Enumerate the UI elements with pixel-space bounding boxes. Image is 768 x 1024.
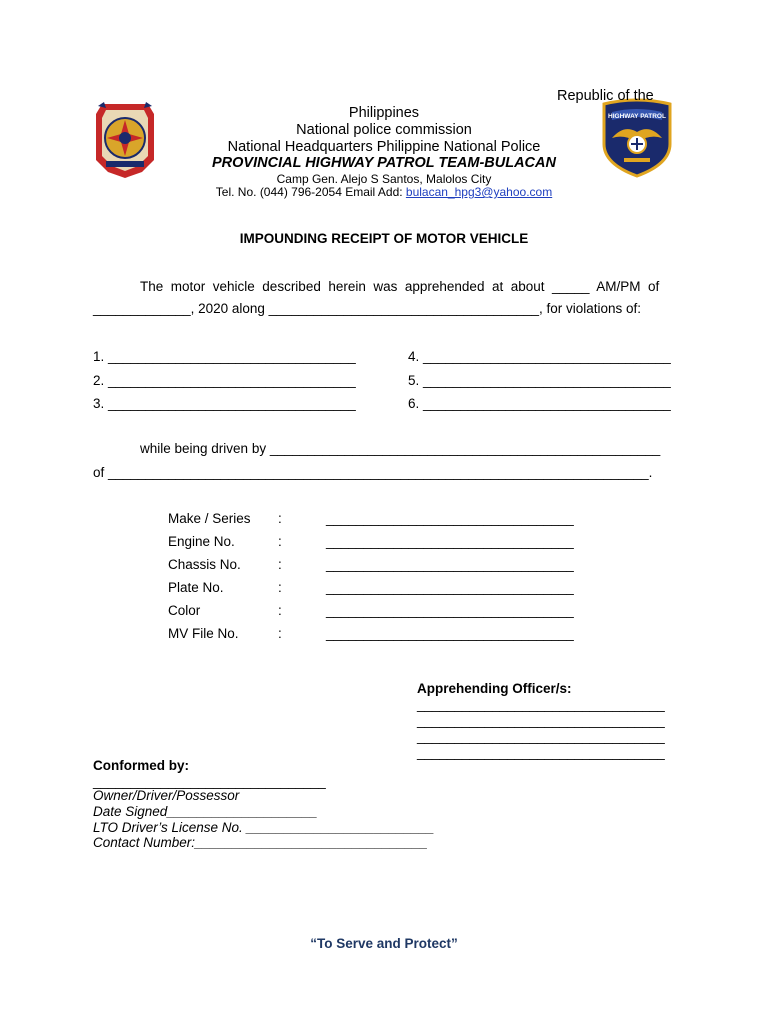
field-blank: _________________________________ [326,511,574,526]
field-blank: _________________________________ [326,557,574,572]
owner-label: Owner/Driver/Possessor [93,788,240,803]
motto: “To Serve and Protect” [310,936,458,951]
contact-number-line: Contact Number:_______________________________ [93,835,428,850]
field-blank: _________________________________ [326,534,574,549]
country-line: Philippines [348,105,420,121]
headquarters-line: National Headquarters Philippine National Police [227,139,541,155]
field-colon: : [278,511,282,526]
field-blank: _________________________________ [326,603,574,618]
hpg-logo [600,98,674,178]
unit-name: PROVINCIAL HIGHWAY PATROL TEAM-BULACAN [212,155,556,171]
hpg-shield-icon [600,98,674,178]
field-label: Make / Series [168,511,251,526]
license-line: LTO Driver’s License No. _________________________ [93,820,435,835]
date-signed: Date Signed____________________ [93,804,318,819]
svg-text:HIGHWAY PATROL: HIGHWAY PATROL [608,113,666,120]
field-blank: _________________________________ [326,580,574,595]
violation-1: 1. _________________________________ [93,349,356,364]
violation-3: 3. _________________________________ [93,396,356,411]
republic-line: Republic of the [557,88,654,104]
field-label: MV File No. [168,626,239,641]
document-title: IMPOUNDING RECEIPT OF MOTOR VEHICLE [239,231,529,246]
field-label: Engine No. [168,534,235,549]
email-link[interactable]: bulacan_hpg3@yahoo.com [405,185,553,199]
officers-label: Apprehending Officer/s: [417,681,572,696]
field-label: Color [168,603,201,618]
officer-line-3: _________________________________ [417,729,665,744]
pnp-logo [92,98,158,180]
violation-6: 6. _________________________________ [408,396,671,411]
conformed-label: Conformed by: [93,758,189,773]
body-line-1: The motor vehicle described herein was apprehended at about _____ AM/PM of [140,279,660,294]
pnp-seal-icon [92,98,158,180]
body-line-2: _____________, 2020 along ____________________________________, for violations of: [93,301,642,316]
field-blank: _________________________________ [326,626,574,641]
officer-line-4: _________________________________ [417,745,665,760]
field-colon: : [278,534,282,549]
field-colon: : [278,626,282,641]
field-mv-file-no [168,626,574,686]
field-colon: : [278,603,282,618]
officer-line-1: _________________________________ [417,697,665,712]
commission-line: National police commission [296,122,472,138]
field-colon: : [278,557,282,572]
driven-by-line: while being driven by ____________________________________________________ [140,441,661,456]
field-colon: : [278,580,282,595]
tel-text: Tel. No. (044) 796-2054 Email Add: [215,185,406,199]
officer-line-2: _________________________________ [417,713,665,728]
address-line: Camp Gen. Alejo S Santos, Malolos City [276,172,492,186]
violation-5: 5. _________________________________ [408,373,671,388]
violation-4: 4. _________________________________ [408,349,671,364]
conformed-signature-line: _______________________________ [93,774,326,789]
field-label: Chassis No. [168,557,241,572]
of-line: of ________________________________________________________________________. [93,465,653,480]
violation-2: 2. _________________________________ [93,373,356,388]
contact-line [168,185,600,199]
field-label: Plate No. [168,580,224,595]
